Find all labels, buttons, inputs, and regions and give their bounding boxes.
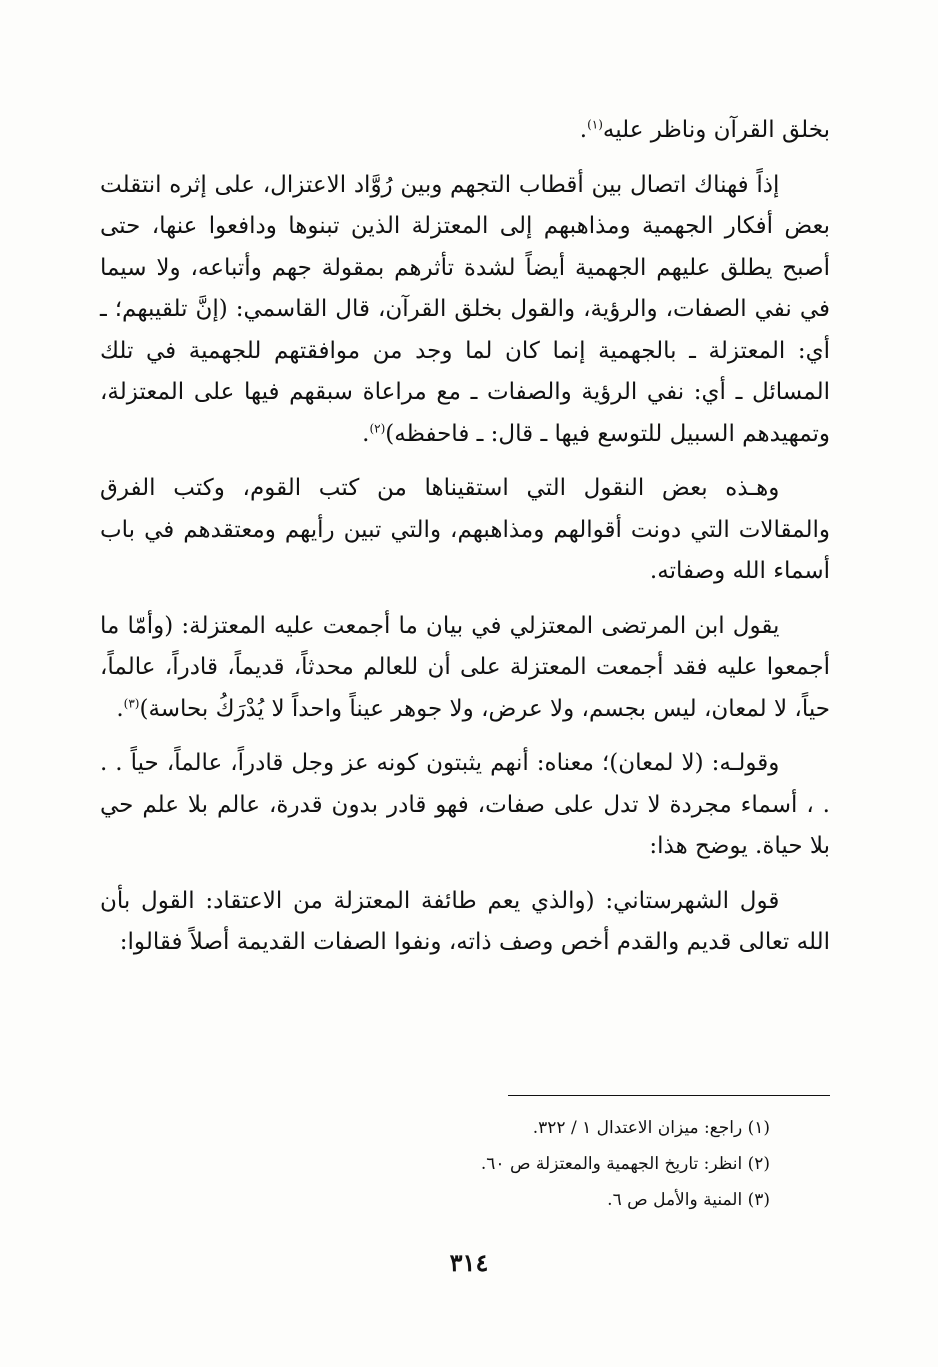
footnote-3: (٣) المنية والأمل ص ٦. — [607, 1190, 770, 1210]
page-number: ٣١٤ — [449, 1248, 489, 1277]
main-text — [100, 110, 830, 977]
footnote-ref-2: (٢) — [369, 420, 386, 435]
footnote-2: (٢) انظر: تاريخ الجهمية والمعتزلة ص ٦٠. — [480, 1154, 770, 1174]
footnotes — [481, 1110, 770, 1218]
paragraph-2 — [100, 165, 830, 456]
paragraph-4-tail: . — [116, 695, 124, 722]
paragraph-2-tail: . — [362, 420, 370, 447]
paragraph-6-text: قول الشهرستاني: (والذي يعم طائفة المعتزلة من الاعتقاد: القول بأن الله تعالى قديم والقدم أخص وصف ذاته، ونفوا الصفات القديمة أصلاً فقالوا: — [100, 887, 830, 955]
paragraph-6 — [100, 881, 830, 964]
paragraph-3 — [100, 468, 830, 593]
paragraph-5-text: وقولـه: (لا لمعان)؛ معناه: أنهم يثبتون كونه عز وجل قادراً، عالماً، حياً . . . ، أسماء مجردة لا تدل على صفات، فهو قادر بدون قدرة، عالم بلا علم حي بلا حياة. يوضح هذا: — [100, 750, 830, 859]
footnote-divider — [508, 1095, 830, 1096]
paragraph-1-text: بخلق القرآن وناظر عليه — [602, 117, 830, 143]
footnote-ref-3: (٣) — [123, 695, 140, 710]
footnote-ref-1: (١) — [587, 117, 603, 132]
footnote-1: (١) راجع: ميزان الاعتدال ١ / ٣٢٢. — [532, 1118, 770, 1138]
paragraph-5 — [100, 743, 830, 868]
paragraph-3-text: وهـذه بعض النقول التي استقيناها من كتب القوم، وكتب الفرق والمقالات التي دونت أقوالهم ومذاهبهم، والتي تبين رأيهم ومعتقدهم في باب أسماء الله وصفاته. — [100, 475, 830, 584]
paragraph-4-text: يقول ابن المرتضى المعتزلي في بيان ما أجمعت عليه المعتزلة: (وأمّا ما أجمعوا عليه فقد أجمعت المعتزلة على أن للعالم محدثاً، قديماً، قادراً، عالماً، حياً، لا لمعان، ليس بجسم، ولا عرض، ولا جوهر عيناً واحداً لا يُدْرَكُ بحاسة) — [100, 612, 830, 722]
paragraph-4 — [100, 606, 830, 731]
paragraph-2-text: إذاً فهناك اتصال بين أقطاب التجهم وبين رُوَّاد الاعتزال، على إثره انتقلت بعض أفكار الجهمية ومذاهبهم إلى المعتزلة الذين تبنوها ودافعوا عنها، حتى أصبح يطلق عليهم الجهمية أيضاً لشدة تأثرهم بمقولة جهم وأتباعه، ولا سيما في نفي الصفات، والرؤية، والقول بخلق القرآن، قال القاسمي: (إنَّ تلقيبهم؛ ـ أي: المعتزلة ـ بالجهمية إنما كان لما وجد من موافقتهم للجهمية في تلك المسائل ـ أي: نفي الرؤية والصفات ـ مع مراعاة سبقهم فيها على المعتزلة، وتمهيدهم السبيل للتوسع فيها ـ قال: ـ فاحفظه) — [100, 171, 830, 447]
paragraph-1 — [100, 110, 830, 152]
paragraph-1-tail: . — [579, 117, 588, 143]
